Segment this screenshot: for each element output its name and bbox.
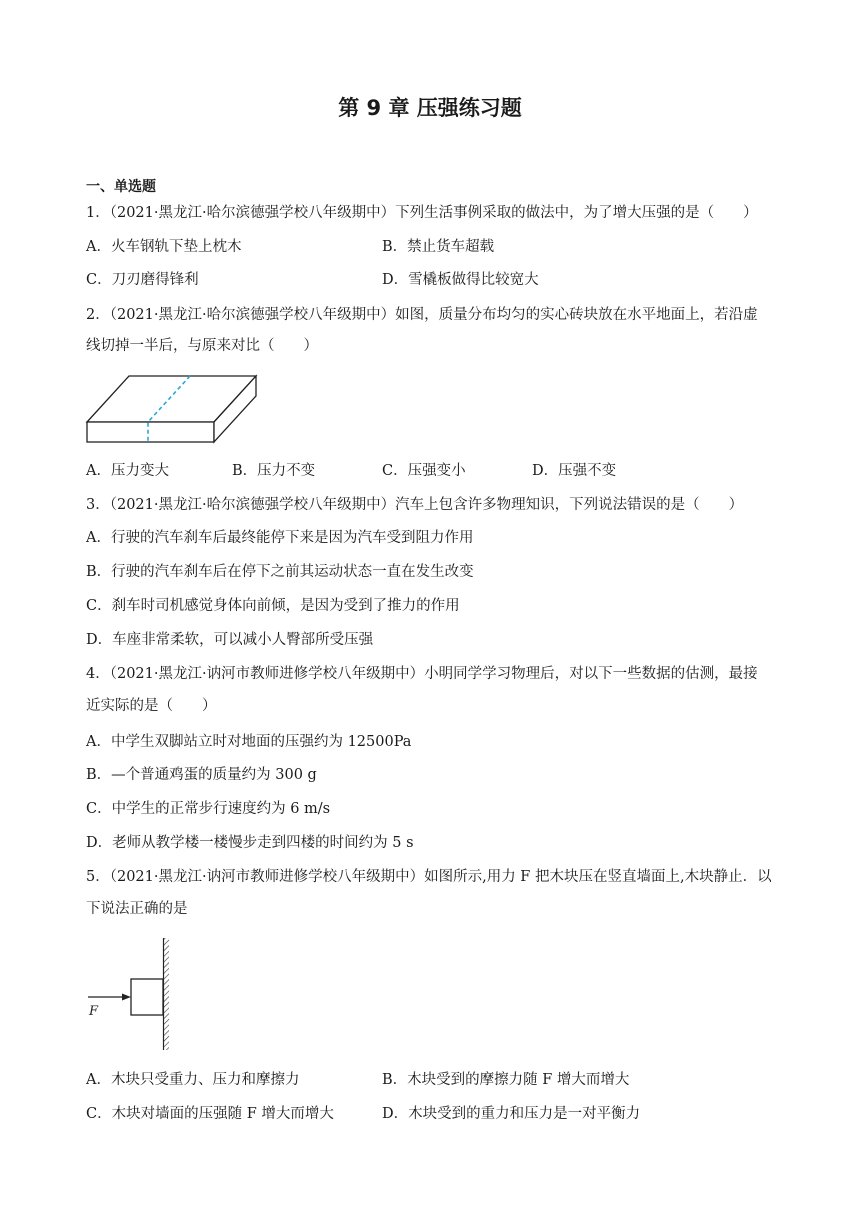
question-4-stem-line-2: 近实际的是（ ） (86, 698, 217, 714)
question-1-option-b: B．禁止货车超载 (382, 239, 495, 255)
question-4-option-a: A．中学生双脚站立时对地面的压强约为 12500Pa (86, 734, 412, 750)
question-4-option-b: B．—个普通鸡蛋的质量约为 300 g (86, 767, 317, 783)
question-1-stem: 1．（2021·黑龙江·哈尔滨德强学校八年级期中）下列生活事例采取的做法中，为了增大压强的是（ ） (86, 205, 758, 221)
question-3-stem: 3．（2021·黑龙江·哈尔滨德强学校八年级期中）汽车上包含许多物理知识，下列说法错误的是（ ） (86, 497, 744, 513)
question-2-option-a: A．压力变大 (86, 463, 169, 479)
question-4-option-d: D．老师从教学楼一楼慢步走到四楼的时间约为 5 s (86, 835, 414, 851)
question-5-stem-line-2: 下说法正确的是 (86, 901, 188, 917)
question-5-option-b: B．木块受到的摩擦力随 F 增大而增大 (382, 1072, 630, 1088)
question-4-stem-line-1: 4．（2021·黑龙江·讷河市教师进修学校八年级期中）小明同学学习物理后，对以下一些数据的估测，最接 (86, 666, 758, 682)
question-3-option-b: B．行驶的汽车刹车后在停下之前其运动状态一直在发生改变 (86, 564, 474, 580)
question-2-stem-line-2: 线切掉一半后，与原来对比（ ） (86, 338, 318, 354)
question-2-stem-line-1: 2．（2021·黑龙江·哈尔滨德强学校八年级期中）如图，质量分布均匀的实心砖块放在水平地面上，若沿虚 (86, 307, 758, 323)
question-3-option-d: D．车座非常柔软，可以减小人臀部所受压强 (86, 632, 374, 648)
question-2-option-b: B．压力不变 (232, 463, 316, 479)
page-title: 第 9 章 压强练习题 (338, 96, 522, 120)
question-2-option-d: D．压强不变 (532, 463, 617, 479)
question-1-option-a: A．火车钢轨下垫上枕木 (86, 239, 242, 255)
question-3-option-c: C．刹车时司机感觉身体向前倾，是因为受到了推力的作用 (86, 598, 460, 614)
question-5-option-a: A．木块只受重力、压力和摩擦力 (86, 1072, 300, 1088)
brick-figure (84, 372, 260, 444)
question-5-option-c: C．木块对墙面的压强随 F 增大而增大 (86, 1106, 334, 1122)
force-label: F (89, 1004, 99, 1019)
question-3-option-a: A．行驶的汽车刹车后最终能停下来是因为汽车受到阻力作用 (86, 530, 474, 546)
question-1-option-c: C．刀刃磨得锋利 (86, 272, 199, 288)
section-heading: 一、单选题 (86, 179, 156, 195)
question-5-stem-line-1: 5．（2021·黑龙江·讷河市教师进修学校八年级期中）如图所示,用力 F 把木块压在竖直墙面上,木块静止．以 (86, 869, 772, 885)
question-5-option-d: D．木块受到的重力和压力是一对平衡力 (382, 1106, 641, 1122)
question-2-option-c: C．压强变小 (382, 463, 466, 479)
question-1-option-d: D．雪橇板做得比较宽大 (382, 272, 539, 288)
wall-block-figure (84, 934, 184, 1054)
question-4-option-c: C．中学生的正常步行速度约为 6 m/s (86, 801, 331, 817)
